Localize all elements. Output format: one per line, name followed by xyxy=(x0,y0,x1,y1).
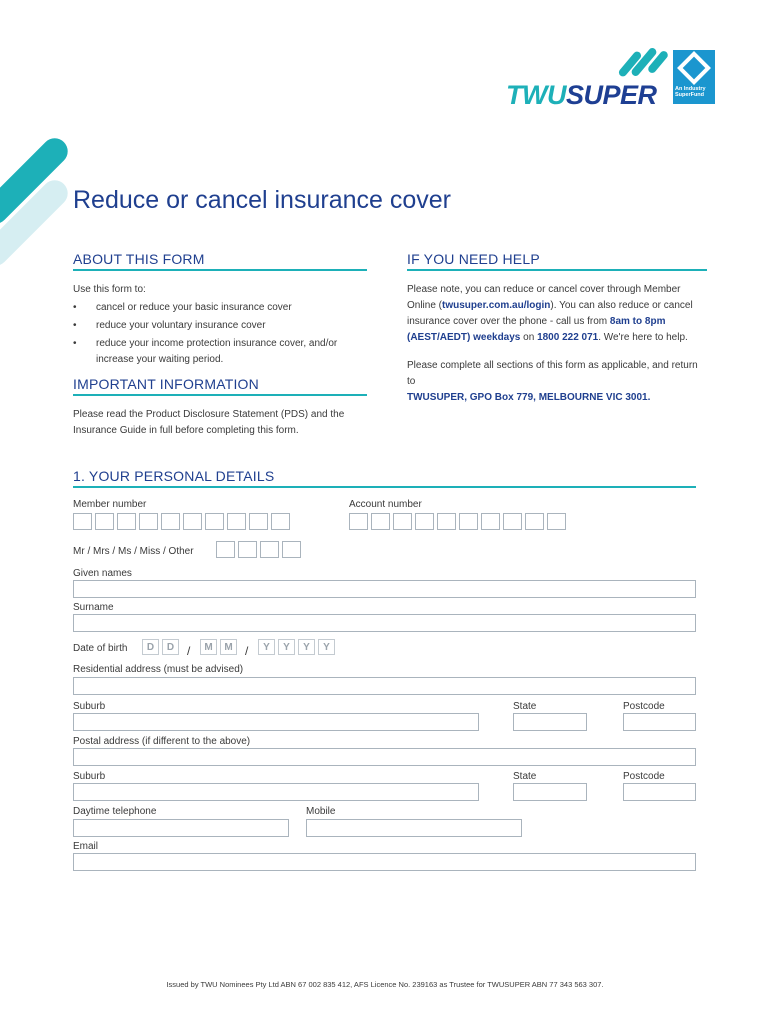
title-char[interactable] xyxy=(238,541,257,558)
given-names-field[interactable] xyxy=(73,580,696,598)
help-return-paragraph: Please complete all sections of this form as applicable, and return to TWUSUPER, GPO Box 779, MELBOURNE VIC 3001. xyxy=(407,360,698,403)
account-number-digit[interactable] xyxy=(503,513,522,530)
dob-label: Date of birth xyxy=(73,643,128,654)
important-text: Please read the Product Disclosure Statement (PDS) and the Insurance Guide in full before completing this form. xyxy=(73,409,345,436)
account-number-digit[interactable] xyxy=(371,513,390,530)
postcode-field[interactable] xyxy=(623,713,696,731)
title-char[interactable] xyxy=(282,541,301,558)
postal-postcode-field[interactable] xyxy=(623,783,696,801)
dob-month-digit[interactable]: M xyxy=(220,639,237,655)
postal-suburb-field[interactable] xyxy=(73,783,479,801)
state-field[interactable] xyxy=(513,713,587,731)
member-number-digit[interactable] xyxy=(95,513,114,530)
personal-details-heading: 1. YOUR PERSONAL DETAILS xyxy=(73,468,275,484)
member-online-link[interactable]: twusuper.com.au/login xyxy=(442,300,551,311)
member-number-digit[interactable] xyxy=(227,513,246,530)
member-number-digit[interactable] xyxy=(161,513,180,530)
suburb-field[interactable] xyxy=(73,713,479,731)
industry-fund-badge: An Industry SuperFund xyxy=(673,50,715,104)
account-number-digit[interactable] xyxy=(393,513,412,530)
title-label: Mr / Mrs / Ms / Miss / Other xyxy=(73,546,194,557)
about-intro: Use this form to: xyxy=(73,284,146,295)
account-number-digit[interactable] xyxy=(481,513,500,530)
dob-month-digit[interactable]: M xyxy=(200,639,217,655)
dob-day-digit[interactable]: D xyxy=(142,639,159,655)
dob-year-digit[interactable]: Y xyxy=(278,639,295,655)
daytime-telephone-label: Daytime telephone xyxy=(73,806,157,817)
personal-details-rule xyxy=(73,486,696,488)
postal-suburb-label: Suburb xyxy=(73,771,106,782)
dob-year-digit[interactable]: Y xyxy=(318,639,335,655)
about-rule xyxy=(73,269,367,271)
dob-separator: / xyxy=(245,644,249,658)
postcode-label: Postcode xyxy=(623,701,665,712)
postal-postcode-label: Postcode xyxy=(623,771,665,782)
email-label: Email xyxy=(73,841,99,852)
postal-state-field[interactable] xyxy=(513,783,587,801)
title-char[interactable] xyxy=(260,541,279,558)
member-number-digit[interactable] xyxy=(183,513,202,530)
help-paragraph: Please note, you can reduce or cancel cover through Member Online (twusuper.com.au/login). You can also reduce or cancel insurance cover over the phone - call us from 8am to 8pm (AEST/AEDT) weekdays on 1800 222 071. We're here to help. xyxy=(407,284,693,343)
help-heading: IF YOU NEED HELP xyxy=(407,251,540,267)
dob-separator: / xyxy=(187,644,191,658)
important-heading: IMPORTANT INFORMATION xyxy=(73,376,259,392)
page-title: Reduce or cancel insurance cover xyxy=(73,186,451,214)
postal-label: Postal address (if different to the above) xyxy=(73,736,251,747)
account-number-digit[interactable] xyxy=(349,513,368,530)
postal-field[interactable] xyxy=(73,748,696,766)
member-number-label: Member number xyxy=(73,499,147,510)
state-label: State xyxy=(513,701,537,712)
email-field[interactable] xyxy=(73,853,696,871)
given-names-label: Given names xyxy=(73,568,132,579)
member-number-digit[interactable] xyxy=(249,513,268,530)
diamond-icon xyxy=(677,51,711,85)
member-number-digit[interactable] xyxy=(139,513,158,530)
brand-logo: TWUSUPER xyxy=(506,80,657,110)
member-number-digit[interactable] xyxy=(117,513,136,530)
suburb-label: Suburb xyxy=(73,701,106,712)
account-number-digit[interactable] xyxy=(415,513,434,530)
member-number-digit[interactable] xyxy=(271,513,290,530)
daytime-telephone-field[interactable] xyxy=(73,819,289,837)
dob-day-digit[interactable]: D xyxy=(162,639,179,655)
important-rule xyxy=(73,394,367,396)
surname-field[interactable] xyxy=(73,614,696,632)
account-number-digit[interactable] xyxy=(525,513,544,530)
account-number-label: Account number xyxy=(349,499,422,510)
mobile-field[interactable] xyxy=(306,819,522,837)
residential-field[interactable] xyxy=(73,677,696,695)
account-number-digit[interactable] xyxy=(547,513,566,530)
mobile-label: Mobile xyxy=(306,806,336,817)
dob-year-digit[interactable]: Y xyxy=(298,639,315,655)
help-rule xyxy=(407,269,707,271)
member-number-digit[interactable] xyxy=(205,513,224,530)
return-address: TWUSUPER, GPO Box 779, MELBOURNE VIC 3001. xyxy=(407,392,651,403)
postal-state-label: State xyxy=(513,771,537,782)
account-number-digit[interactable] xyxy=(437,513,456,530)
residential-label: Residential address (must be advised) xyxy=(73,664,244,675)
member-number-digit[interactable] xyxy=(73,513,92,530)
title-char[interactable] xyxy=(216,541,235,558)
account-number-digit[interactable] xyxy=(459,513,478,530)
dob-year-digit[interactable]: Y xyxy=(258,639,275,655)
surname-label: Surname xyxy=(73,602,114,613)
about-heading: ABOUT THIS FORM xyxy=(73,251,205,267)
footer-issuer-text: Issued by TWU Nominees Pty Ltd ABN 67 002 835 412, AFS Licence No. 239163 as Trustee for TWUSUPER ABN 77 343 563 307. xyxy=(166,980,604,989)
